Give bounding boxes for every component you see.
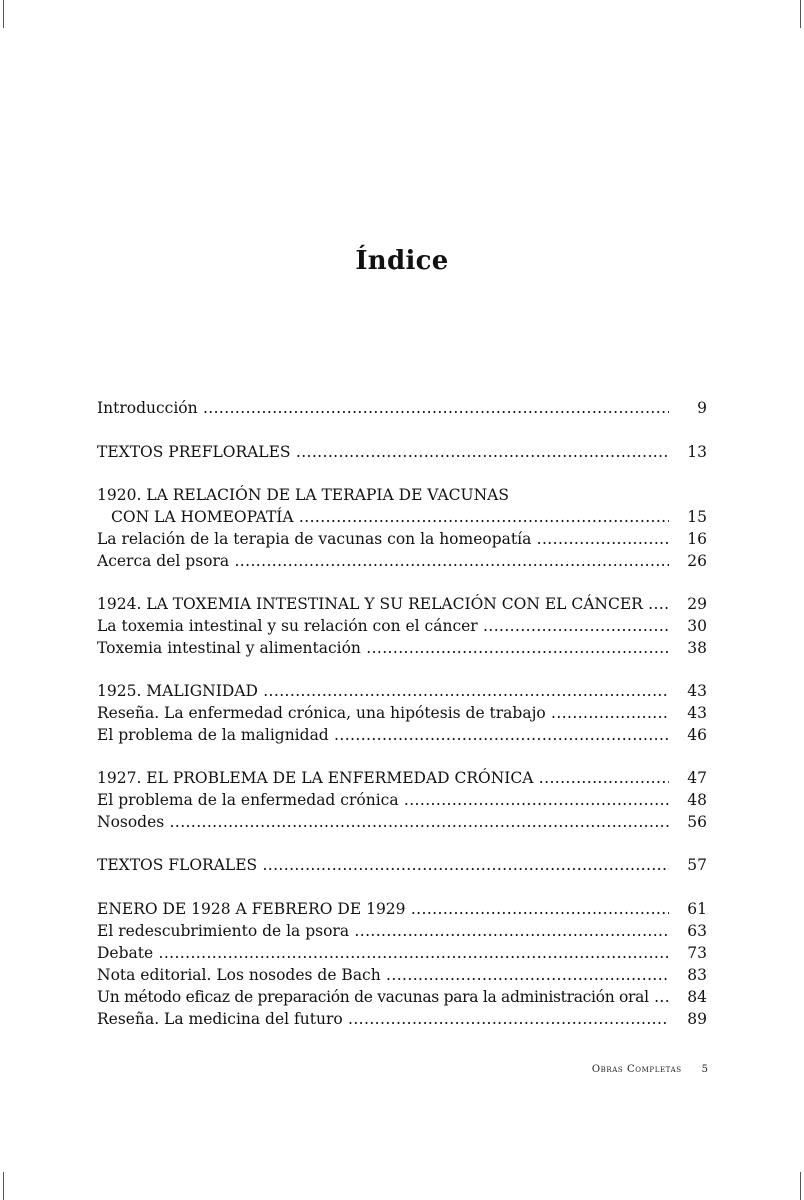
toc-label: Nosodes ..... [97,811,669,833]
toc-page-number: 16 [687,530,707,548]
toc-entry[interactable] [97,702,707,724]
toc-page-number: 29 [687,595,707,613]
toc-label: Nota editorial. Los nosodes de Bach ..... [97,964,669,986]
toc-page-number: 56 [687,813,707,831]
toc-label: 1925. MALIGNIDAD ..... [97,680,669,702]
toc-entry[interactable] [97,615,707,637]
toc-page-number: 15 [687,508,707,526]
toc-page-number: 38 [687,639,707,657]
toc-label: Toxemia intestinal y alimentación ..... [97,637,669,659]
crop-mark-bottom-left [3,1172,4,1200]
toc-label: Reseña. La medicina del futuro ..... [97,1008,669,1030]
toc-label: Introducción ..... [97,397,669,419]
toc-entry[interactable] [97,789,707,811]
crop-mark-top-left [3,0,4,28]
toc-page-number: 9 [697,399,707,417]
toc-page-number: 57 [687,856,707,874]
page-footer [592,1063,708,1077]
toc-label: Acerca del psora ..... [97,550,669,572]
toc-label: CON LA HOMEOPATÍA ..... [111,506,669,528]
toc-label: El redescubrimiento de la psora ..... [97,920,669,942]
toc-label: La relación de la terapia de vacunas con la homeopatía ..... [97,528,669,550]
toc-label: El problema de la enfermedad crónica ..... [97,789,669,811]
toc-page-number: 63 [687,922,707,940]
toc-entry-introduccion[interactable] [97,397,707,419]
toc-page-number: 73 [687,944,707,962]
toc-page-number: 43 [687,704,707,722]
toc-entry-textos-preflorales[interactable] [97,441,707,463]
toc-entry[interactable] [97,942,707,964]
toc-label: TEXTOS PREFLORALES ..... [97,441,669,463]
toc-entry-1928[interactable] [97,898,707,920]
toc-label: TEXTOS FLORALES ..... [97,854,669,876]
toc-page-number: 48 [687,791,707,809]
footer-page-number: 5 [701,1064,708,1075]
toc-page-number: 43 [687,682,707,700]
toc-entry[interactable] [97,1008,707,1030]
toc-page-number: 30 [687,617,707,635]
crop-mark-top-right [800,0,801,28]
toc-entry[interactable] [97,920,707,942]
toc-entry[interactable] [97,550,707,572]
toc-label: Reseña. La enfermedad crónica, una hipótesis de trabajo ..... [97,702,669,724]
toc-label: Debate ..... [97,942,669,964]
toc-entry[interactable] [97,724,707,746]
toc-entry-1924[interactable] [97,593,707,615]
toc-page-number: 26 [687,552,707,570]
page-title: Índice [355,246,449,276]
toc-label: El problema de la malignidad ..... [97,724,669,746]
toc-entry[interactable] [97,964,707,986]
toc-section-1920-heading: 1920. LA RELACIÓN DE LA TERAPIA DE VACUNAS [97,486,509,504]
toc-page-number: 46 [687,726,707,744]
running-footer-title: Obras Completas [591,1064,682,1075]
crop-mark-bottom-right [800,1172,801,1200]
toc-entry-1920[interactable] [97,506,707,528]
toc-entry[interactable] [97,986,707,1008]
toc-label: 1924. LA TOXEMIA INTESTINAL Y SU RELACIÓN CON EL CÁNCER ..... [97,593,669,615]
toc-page-number: 84 [687,988,707,1006]
toc-label: Un método eficaz de preparación de vacunas para la administración oral ..... [97,986,669,1008]
toc-entry-textos-florales[interactable] [97,854,707,876]
toc-label: La toxemia intestinal y su relación con el cáncer ..... [97,615,669,637]
toc-entry[interactable] [97,811,707,833]
toc-label: ENERO DE 1928 A FEBRERO DE 1929 ..... [97,898,669,920]
toc-entry[interactable] [97,528,707,550]
toc-entry-1925[interactable] [97,680,707,702]
toc-page-number: 89 [687,1010,707,1028]
toc-entry-1927[interactable] [97,767,707,789]
toc-entry[interactable] [97,637,707,659]
toc-page-number: 61 [687,900,707,918]
toc-label: 1927. EL PROBLEMA DE LA ENFERMEDAD CRÓNICA ..... [97,767,669,789]
toc-page-number: 83 [687,966,707,984]
toc-page-number: 47 [687,769,707,787]
toc-page-number: 13 [687,443,707,461]
